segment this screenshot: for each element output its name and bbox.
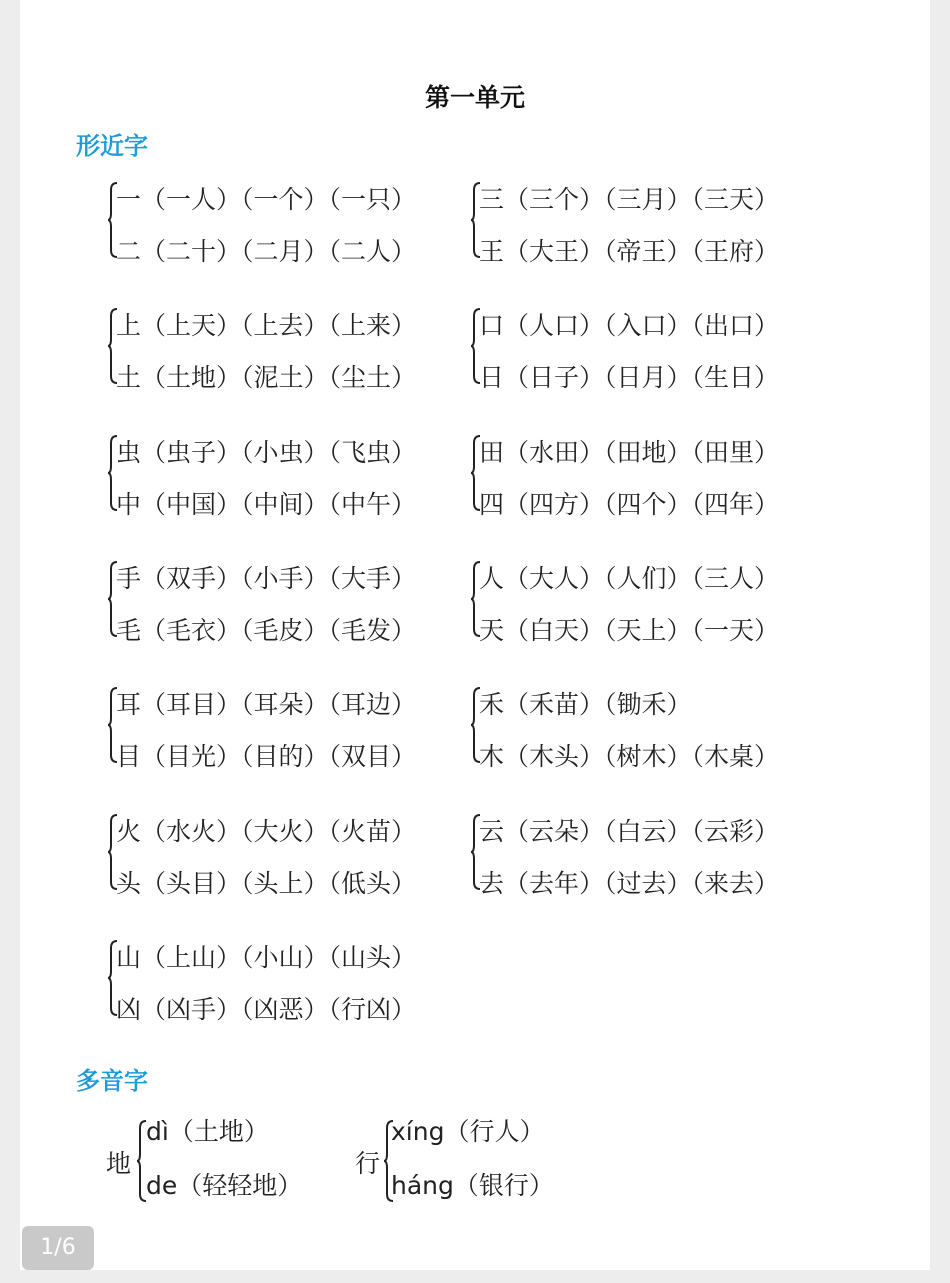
polyphone-reading: xíng（行人） [391, 1117, 545, 1146]
similar-word-row: 木（木头）（树木）（木桌） [479, 742, 780, 771]
similar-word-row: 三（三个）（三月）（三天） [479, 185, 780, 214]
similar-word-row: 头（头目）（头上）（低头） [116, 869, 417, 898]
similar-word-row: 四（四方）（四个）（四年） [479, 490, 780, 519]
similar-word-row: 土（土地）（泥土）（尘土） [116, 363, 417, 392]
page-title: 第一单元 [424, 83, 525, 112]
polyphone-character: 地 [106, 1149, 132, 1178]
similar-word-row: 田（水田）（田地）（田里） [479, 438, 780, 467]
similar-word-row: 火（水火）（大火）（火苗） [116, 817, 417, 846]
brace-icon [108, 940, 116, 1016]
brace-icon [108, 435, 116, 511]
similar-word-row: 一（一人）（一个）（一只） [116, 185, 417, 214]
brace-icon [108, 308, 116, 384]
section-heading-polyphone: 多音字 [76, 1067, 148, 1095]
polyphone-reading: de（轻轻地） [146, 1171, 303, 1200]
brace-icon [108, 687, 116, 763]
brace-icon [471, 561, 479, 637]
brace-icon [471, 308, 479, 384]
similar-word-row: 凶（凶手）（凶恶）（行凶） [116, 995, 417, 1024]
brace-icon [471, 435, 479, 511]
similar-word-row: 毛（毛衣）（毛皮）（毛发） [116, 616, 417, 645]
similar-word-row: 人（大人）（人们）（三人） [479, 564, 780, 593]
similar-word-row: 云（云朵）（白云）（云彩） [479, 817, 780, 846]
brace-icon [108, 561, 116, 637]
similar-word-row: 上（上天）（上去）（上来） [116, 311, 417, 340]
similar-word-row: 日（日子）（日月）（生日） [479, 363, 780, 392]
similar-word-row: 二（二十）（二月）（二人） [116, 237, 417, 266]
brace-icon [471, 687, 479, 763]
similar-word-row: 耳（耳目）（耳朵）（耳边） [116, 690, 417, 719]
similar-word-row: 去（去年）（过去）（来去） [479, 869, 780, 898]
similar-word-row: 虫（虫子）（小虫）（飞虫） [116, 438, 417, 467]
similar-word-row: 中（中国）（中间）（中午） [116, 490, 417, 519]
polyphone-reading: háng（银行） [391, 1171, 554, 1200]
brace-icon [471, 814, 479, 890]
similar-word-row: 王（大王）（帝王）（王府） [479, 237, 780, 266]
similar-word-row: 禾（禾苗）（锄禾） [479, 690, 692, 719]
similar-word-row: 天（白天）（天上）（一天） [479, 616, 780, 645]
section-heading-similar: 形近字 [76, 132, 148, 160]
brace-icon [137, 1120, 145, 1202]
similar-word-row: 目（目光）（目的）（双目） [116, 742, 417, 771]
similar-word-row: 口（人口）（入口）（出口） [479, 311, 780, 340]
polyphone-reading: dì（土地） [146, 1117, 269, 1146]
brace-icon [471, 182, 479, 258]
brace-icon [108, 814, 116, 890]
page-indicator: 1/6 [22, 1226, 94, 1270]
brace-icon [108, 182, 116, 258]
similar-word-row: 山（上山）（小山）（山头） [116, 943, 417, 972]
polyphone-character: 行 [355, 1149, 381, 1178]
similar-word-row: 手（双手）（小手）（大手） [116, 564, 417, 593]
